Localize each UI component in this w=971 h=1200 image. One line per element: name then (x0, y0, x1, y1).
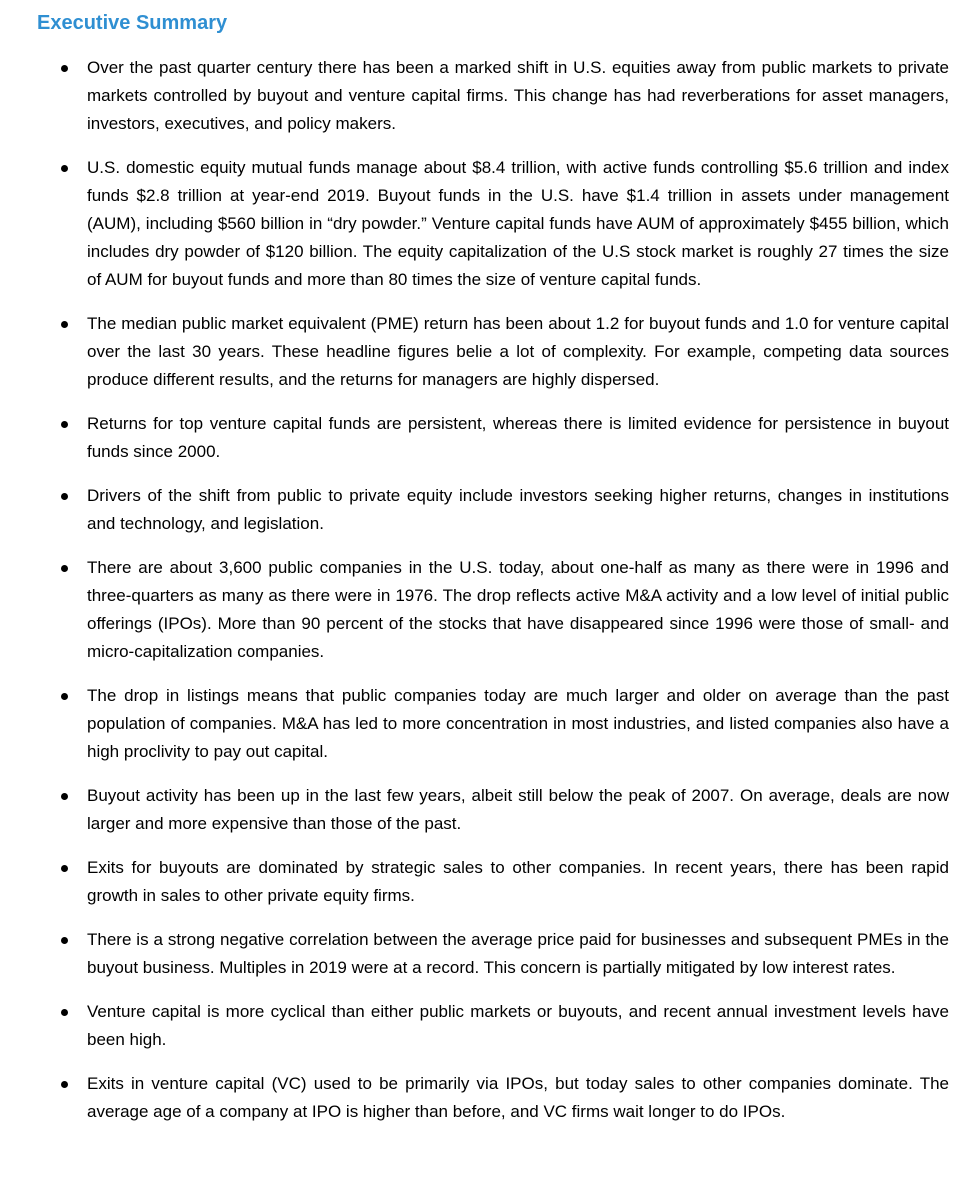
bullet-text: Venture capital is more cyclical than either public markets or buyouts, and recent annual investment levels have been high. (87, 1002, 949, 1049)
bullet-item (0, 410, 971, 466)
bullet-text: Exits in venture capital (VC) used to be primarily via IPOs, but today sales to other companies dominate. The average age of a company at IPO is higher than before, and VC firms wait longer to do IPOs. (87, 1074, 949, 1121)
bullet-text: Over the past quarter century there has been a marked shift in U.S. equities away from public markets to private markets controlled by buyout and venture capital firms. This change has had reverberations for asset managers, investors, executives, and policy makers. (87, 58, 949, 133)
bullet-item (0, 482, 971, 538)
bullet-icon (61, 1009, 68, 1016)
bullet-text: Buyout activity has been up in the last few years, albeit still below the peak of 2007. On average, deals are now larger and more expensive than those of the past. (87, 786, 949, 833)
section-title: Executive Summary (37, 12, 228, 34)
bullet-text: Drivers of the shift from public to private equity include investors seeking higher returns, changes in institutions and technology, and legislation. (87, 486, 949, 533)
bullet-icon (61, 165, 68, 172)
bullet-icon (61, 693, 68, 700)
bullet-item (0, 998, 971, 1054)
bullet-list (0, 54, 971, 1142)
bullet-icon (61, 65, 68, 72)
bullet-icon (61, 421, 68, 428)
bullet-text: Exits for buyouts are dominated by strategic sales to other companies. In recent years, there has been rapid growth in sales to other private equity firms. (87, 858, 949, 905)
bullet-item (0, 682, 971, 766)
bullet-icon (61, 937, 68, 944)
bullet-item (0, 54, 971, 138)
bullet-item (0, 854, 971, 910)
bullet-text: The median public market equivalent (PME) return has been about 1.2 for buyout funds and 1.0 for venture capital over the last 30 years. These headline figures belie a lot of complexity. For example, competing data sources produce different results, and the returns for managers are highly dispersed. (87, 314, 949, 389)
bullet-icon (61, 565, 68, 572)
bullet-text: U.S. domestic equity mutual funds manage about $8.4 trillion, with active funds controlling $5.6 trillion and index funds $2.8 trillion at year-end 2019. Buyout funds in the U.S. have $1.4 trillion in assets under management (AUM), including $560 billion in “dry powder.” Venture capital funds have AUM of approximately $455 billion, which includes dry powder of $120 billion. The equity capitalization of the U.S stock market is roughly 27 times the size of AUM for buyout funds and more than 80 times the size of venture capital funds. (87, 158, 949, 289)
bullet-item (0, 154, 971, 294)
bullet-text: There is a strong negative correlation between the average price paid for businesses and subsequent PMEs in the buyout business. Multiples in 2019 were at a record. This concern is partially mitigated by low interest rates. (87, 930, 949, 977)
bullet-icon (61, 1081, 68, 1088)
bullet-item (0, 310, 971, 394)
bullet-icon (61, 321, 68, 328)
bullet-item (0, 1070, 971, 1126)
bullet-item (0, 926, 971, 982)
bullet-icon (61, 493, 68, 500)
bullet-item (0, 782, 971, 838)
bullet-icon (61, 793, 68, 800)
bullet-text: The drop in listings means that public companies today are much larger and older on average than the past population of companies. M&A has led to more concentration in most industries, and listed companies also have a high proclivity to pay out capital. (87, 686, 949, 761)
bullet-item (0, 554, 971, 666)
bullet-text: Returns for top venture capital funds are persistent, whereas there is limited evidence for persistence in buyout funds since 2000. (87, 414, 949, 461)
bullet-icon (61, 865, 68, 872)
bullet-text: There are about 3,600 public companies in the U.S. today, about one-half as many as there were in 1996 and three-quarters as many as there were in 1976. The drop reflects active M&A activity and a low level of initial public offerings (IPOs). More than 90 percent of the stocks that have disappeared since 1996 were those of small- and micro-capitalization companies. (87, 558, 949, 661)
